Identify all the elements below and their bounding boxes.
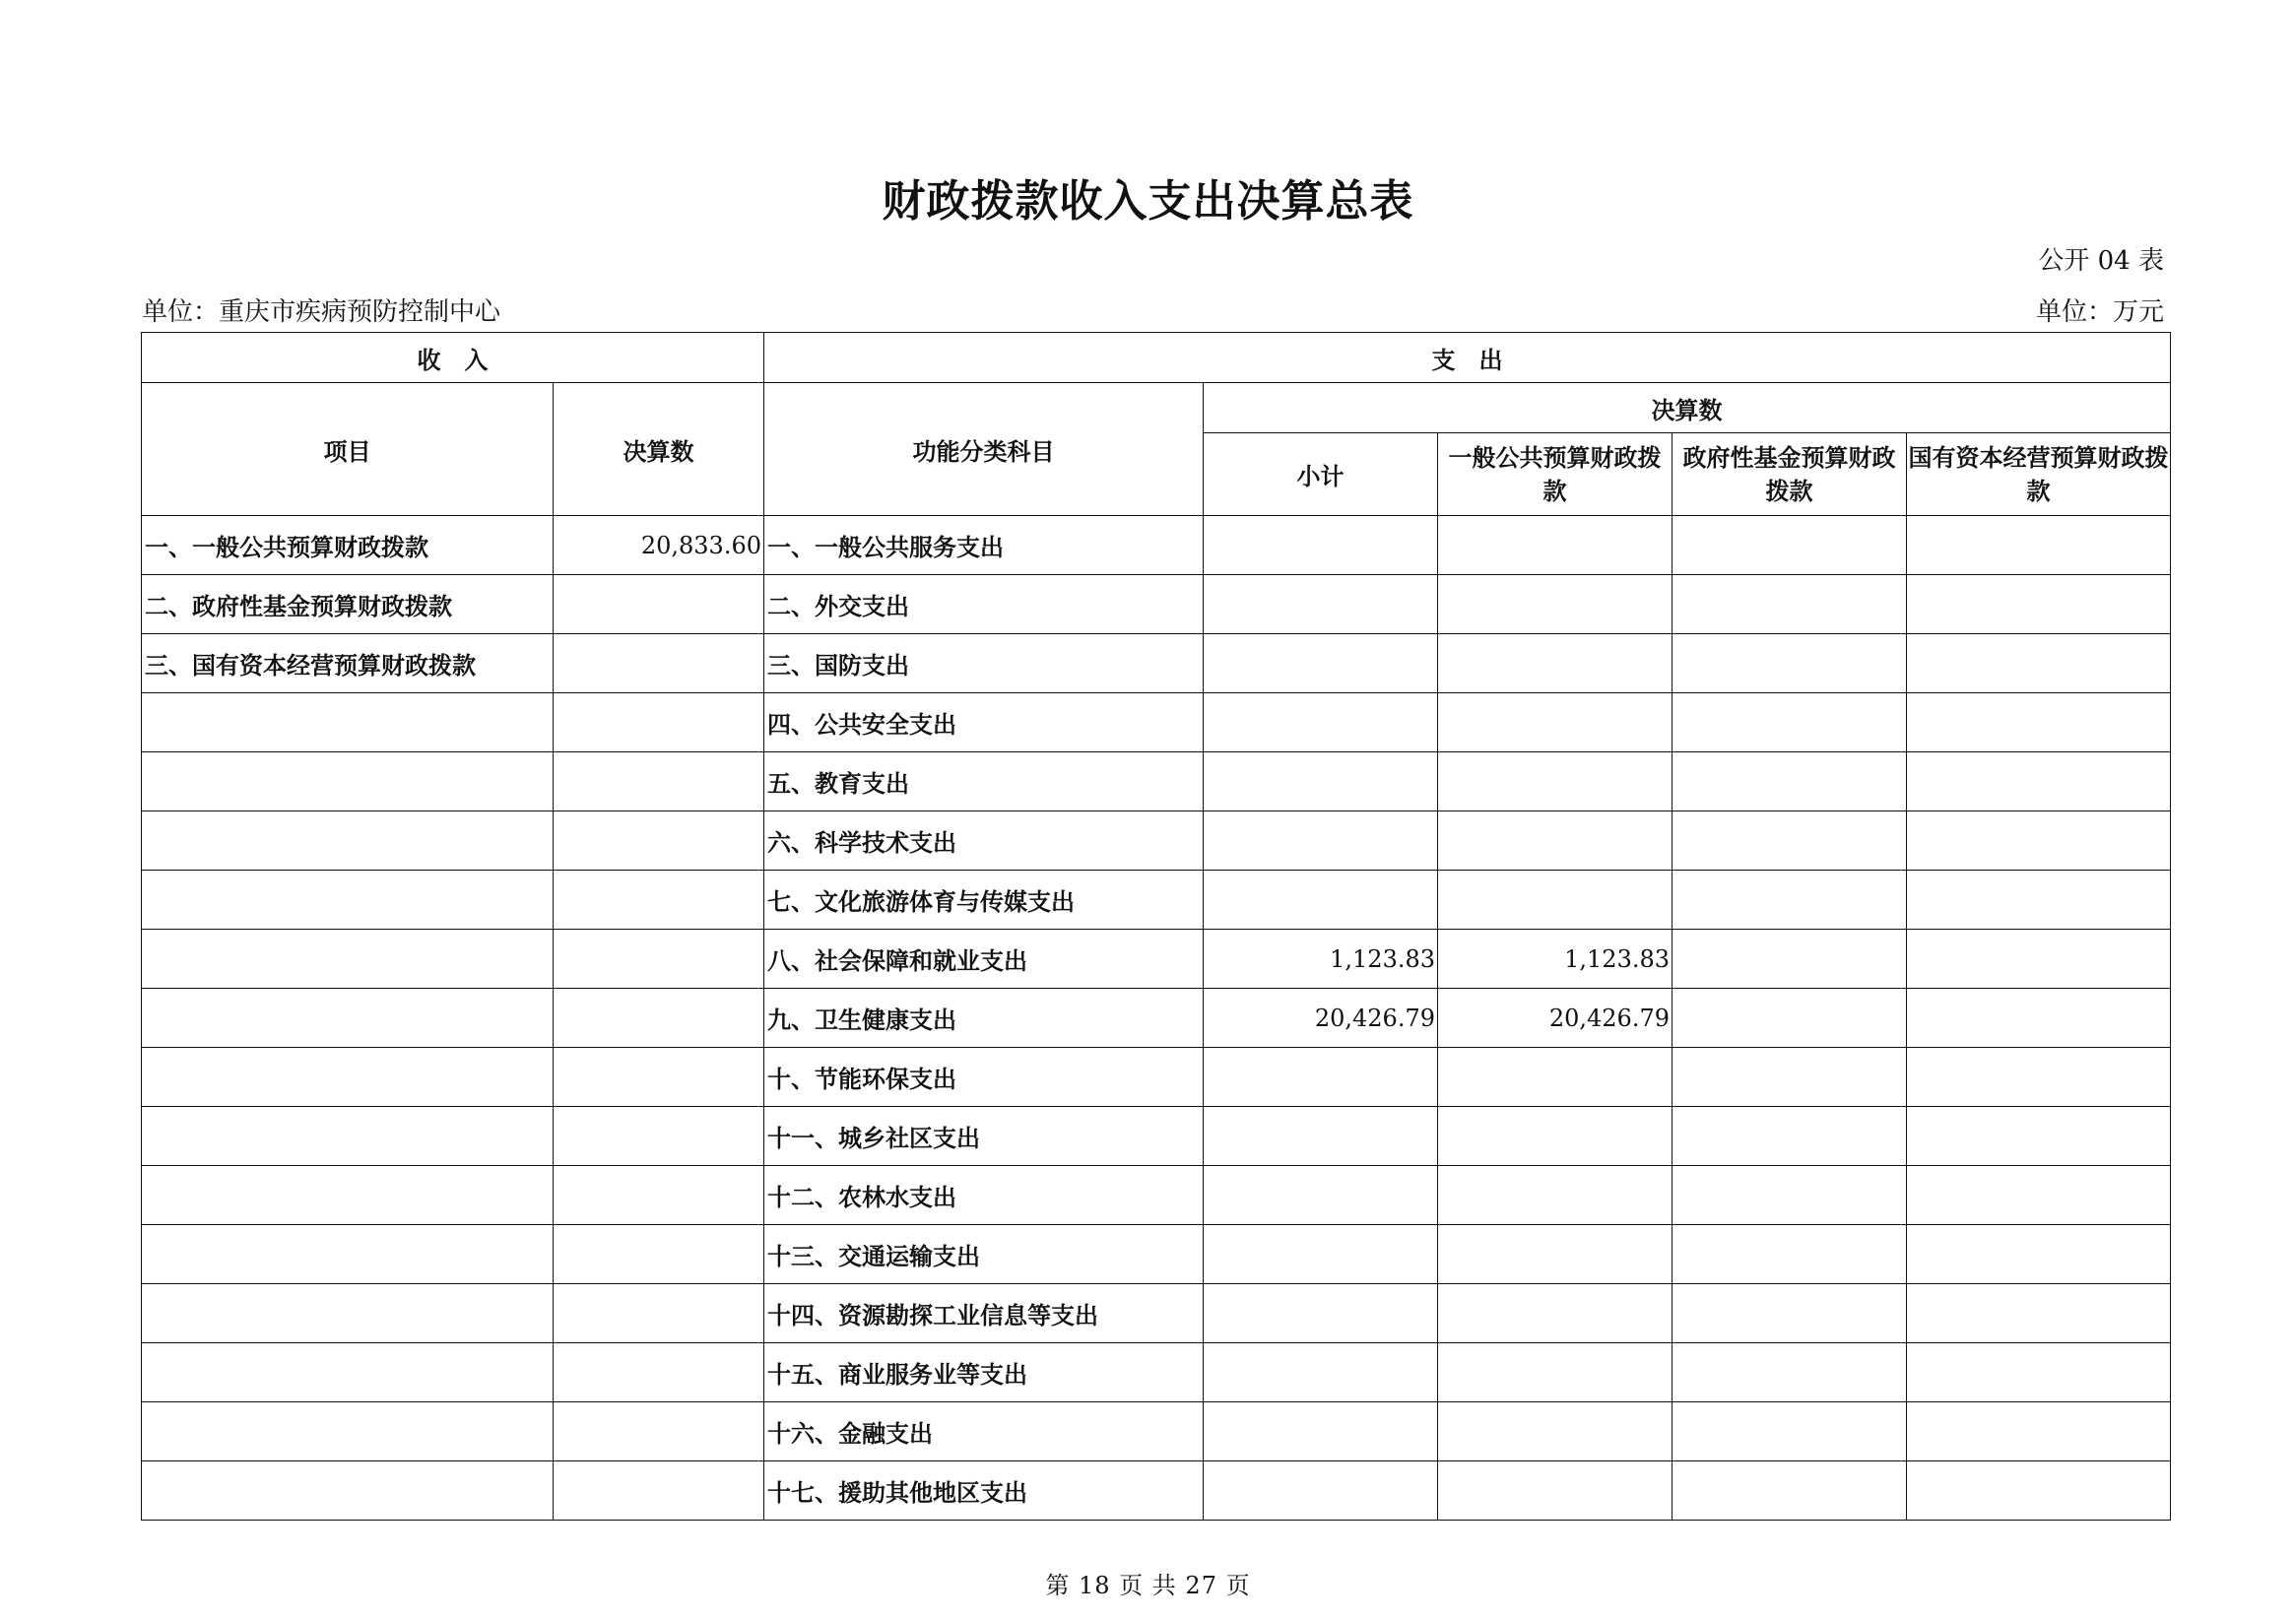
table-row [142,516,2171,575]
expense-item-cell: 十七、援助其他地区支出 [764,1461,1204,1521]
gov-fund-cell [1673,516,1907,575]
gov-fund-cell [1673,1343,1907,1402]
table-row [142,1166,2171,1225]
state-capital-cell [1907,575,2171,634]
income-item-cell [142,871,554,930]
expense-item-cell: 十二、农林水支出 [764,1166,1204,1225]
state-capital-cell [1907,634,2171,693]
income-amount-cell [554,1166,764,1225]
table-row [142,693,2171,752]
expense-item-cell: 十六、金融支出 [764,1402,1204,1461]
expense-item-cell: 十、节能环保支出 [764,1048,1204,1107]
table-row [142,871,2171,930]
income-item-cell [142,1461,554,1521]
table-row [142,1048,2171,1107]
gov-fund-cell [1673,1461,1907,1521]
table-row [142,1461,2171,1521]
general-budget-cell [1438,693,1673,752]
income-header: 收 入 [142,333,764,383]
income-amount-cell [554,1343,764,1402]
expense-item-cell: 三、国防支出 [764,634,1204,693]
state-capital-cell [1907,871,2171,930]
subtotal-cell [1204,1461,1438,1521]
subtotal-cell [1204,752,1438,811]
unit-currency: 单位：万元 [2035,297,2164,327]
subtotal-cell [1204,575,1438,634]
table-row [142,1402,2171,1461]
state-capital-cell [1907,930,2171,989]
subtotal-cell [1204,871,1438,930]
income-amount-cell [554,989,764,1048]
state-capital-cell [1907,1461,2171,1521]
unit-organization: 单位：重庆市疾病预防控制中心 [142,297,501,327]
page-number: 第 18 页 共 27 页 [1045,1572,1251,1599]
income-amount-cell [554,1225,764,1284]
state-capital-cell [1907,1166,2171,1225]
gov-fund-cell [1673,1284,1907,1343]
income-item-cell [142,1048,554,1107]
subtotal-cell [1204,1225,1438,1284]
state-capital-cell [1907,1343,2171,1402]
income-amount-cell [554,634,764,693]
gov-fund-cell [1673,752,1907,811]
general-budget-cell [1438,871,1673,930]
income-item-cell [142,1343,554,1402]
state-capital-cell [1907,1284,2171,1343]
income-item-cell [142,1402,554,1461]
general-budget-cell [1438,1225,1673,1284]
expense-item-cell: 一、一般公共服务支出 [764,516,1204,575]
subtotal-cell [1204,1402,1438,1461]
subtotal-cell [1204,1048,1438,1107]
gov-fund-header: 政府性基金预算财政拨款 [1673,433,1907,516]
subtotal-cell [1204,1166,1438,1225]
state-capital-cell [1907,811,2171,871]
table-row [142,634,2171,693]
state-capital-cell [1907,1225,2171,1284]
subtotal-cell [1204,693,1438,752]
gov-fund-cell [1673,1166,1907,1225]
income-item-cell [142,811,554,871]
general-budget-header: 一般公共预算财政拨款 [1438,433,1673,516]
income-item-cell [142,1107,554,1166]
subtotal-cell [1204,516,1438,575]
table-row [142,811,2171,871]
expense-item-cell: 十四、资源勘探工业信息等支出 [764,1284,1204,1343]
general-budget-cell [1438,1461,1673,1521]
general-budget-cell [1438,811,1673,871]
state-capital-cell [1907,1048,2171,1107]
general-budget-cell [1438,1402,1673,1461]
general-budget-cell [1438,1166,1673,1225]
gov-fund-cell [1673,693,1907,752]
income-item-cell [142,1166,554,1225]
state-capital-cell [1907,1107,2171,1166]
gov-fund-cell [1673,1048,1907,1107]
income-amount-cell [554,1461,764,1521]
general-budget-cell [1438,634,1673,693]
income-item-cell [142,752,554,811]
gov-fund-cell [1673,634,1907,693]
gov-fund-cell [1673,930,1907,989]
income-amount-cell [554,930,764,989]
gov-fund-cell [1673,1402,1907,1461]
state-capital-cell [1907,1402,2171,1461]
income-amount-cell [554,1402,764,1461]
subtotal-cell [1204,1284,1438,1343]
expense-header: 支 出 [764,333,2171,383]
income-item-cell: 三、国有资本经营预算财政拨款 [142,634,554,693]
income-amount-cell [554,811,764,871]
gov-fund-cell [1673,1107,1907,1166]
subtotal-cell [1204,634,1438,693]
table-row [142,930,2171,989]
state-capital-cell [1907,516,2171,575]
subtotal-cell [1204,811,1438,871]
table-row [142,752,2171,811]
general-budget-cell [1438,1284,1673,1343]
final-amount-group-header: 决算数 [1204,383,2171,433]
state-capital-cell [1907,693,2171,752]
item-header: 项目 [142,383,554,516]
general-budget-cell [1438,1107,1673,1166]
subtotal-cell [1204,1107,1438,1166]
expense-item-cell: 十三、交通运输支出 [764,1225,1204,1284]
expense-item-cell: 四、公共安全支出 [764,693,1204,752]
income-item-cell [142,989,554,1048]
gov-fund-cell [1673,1225,1907,1284]
income-item-cell: 一、一般公共预算财政拨款 [142,516,554,575]
expense-item-cell: 二、外交支出 [764,575,1204,634]
general-budget-cell: 20,426.79 [1438,989,1673,1048]
subtotal-header: 小计 [1204,433,1438,516]
income-item-cell: 二、政府性基金预算财政拨款 [142,575,554,634]
general-budget-cell [1438,1048,1673,1107]
fiscal-summary-table [141,332,2171,1521]
expense-item-cell: 七、文化旅游体育与传媒支出 [764,871,1204,930]
state-capital-header: 国有资本经营预算财政拨款 [1907,433,2171,516]
income-amount-cell [554,1107,764,1166]
expense-item-cell: 十五、商业服务业等支出 [764,1343,1204,1402]
income-amount-cell [554,693,764,752]
general-budget-cell [1438,752,1673,811]
expense-item-cell: 十一、城乡社区支出 [764,1107,1204,1166]
income-item-cell [142,930,554,989]
expense-item-cell: 五、教育支出 [764,752,1204,811]
final-amount-header: 决算数 [554,383,764,516]
table-row [142,1284,2171,1343]
gov-fund-cell [1673,575,1907,634]
income-item-cell [142,1225,554,1284]
subtotal-cell: 20,426.79 [1204,989,1438,1048]
subtotal-cell: 1,123.83 [1204,930,1438,989]
state-capital-cell [1907,989,2171,1048]
expense-item-cell: 九、卫生健康支出 [764,989,1204,1048]
general-budget-cell [1438,575,1673,634]
gov-fund-cell [1673,871,1907,930]
general-budget-cell [1438,1343,1673,1402]
income-amount-cell [554,752,764,811]
general-budget-cell [1438,516,1673,575]
page-title: 财政拨款收入支出决算总表 [882,176,1414,227]
expense-item-cell: 六、科学技术支出 [764,811,1204,871]
table-body [142,516,2171,1521]
subtotal-cell [1204,1343,1438,1402]
table-row [142,989,2171,1048]
income-amount-cell [554,871,764,930]
state-capital-cell [1907,752,2171,811]
income-item-cell [142,693,554,752]
table-row [142,575,2171,634]
gov-fund-cell [1673,811,1907,871]
form-number: 公开 04 表 [2038,246,2164,276]
table-row [142,1343,2171,1402]
income-amount-cell [554,1284,764,1343]
general-budget-cell: 1,123.83 [1438,930,1673,989]
income-amount-cell [554,575,764,634]
table-header [142,333,2171,516]
function-class-header: 功能分类科目 [764,383,1204,516]
expense-item-cell: 八、社会保障和就业支出 [764,930,1204,989]
income-item-cell [142,1284,554,1343]
income-amount-cell: 20,833.60 [554,516,764,575]
table-row [142,1225,2171,1284]
table-row [142,1107,2171,1166]
income-amount-cell [554,1048,764,1107]
gov-fund-cell [1673,989,1907,1048]
